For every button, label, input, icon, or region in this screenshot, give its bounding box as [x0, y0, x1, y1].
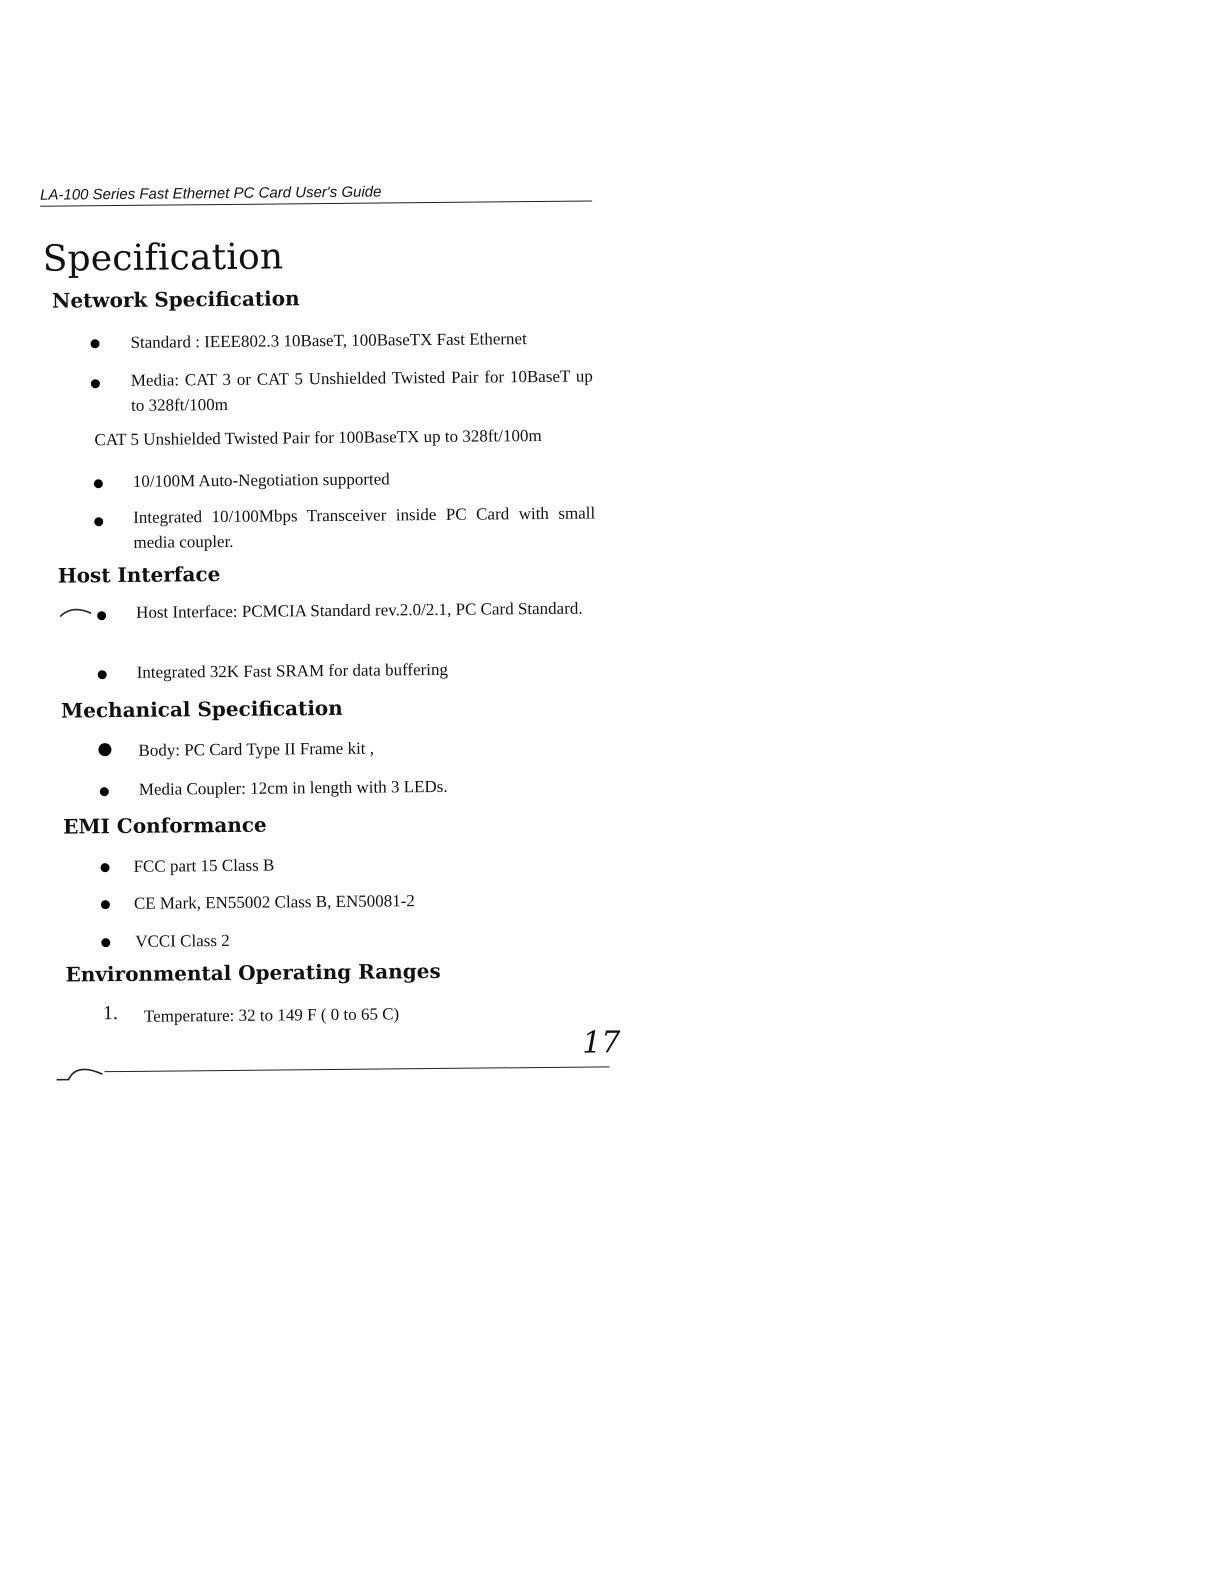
list-item-continuation: CAT 5 Unshielded Twisted Pair for 100BaseTX up to 328ft/100m [94, 425, 542, 450]
list-item-text: Integrated 32K Fast SRAM for data buffering [136, 659, 449, 682]
bullet-icon [98, 670, 107, 679]
bullet-icon [101, 863, 110, 872]
bullet-icon [101, 900, 110, 909]
pen-mark-icon [58, 606, 94, 620]
section-heading-emi-conformance: EMI Conformance [63, 812, 267, 839]
list-item-text: FCC part 15 Class B [133, 855, 275, 876]
list-item-text: VCCI Class 2 [135, 930, 230, 951]
bullet-icon [97, 611, 106, 620]
section-heading-environmental-operating-ranges: Environmental Operating Ranges [65, 958, 441, 987]
list-item-text: Body: PC Card Type II Frame kit , [138, 738, 375, 760]
list-item-text: Media: CAT 3 or CAT 5 Unshielded Twisted Pair for 10BaseT up to 328ft/100m [130, 366, 593, 415]
bullet-icon [94, 479, 103, 488]
list-item-text: Host Interface: PCMCIA Standard rev.2.0/2.1, PC Card Standard. [136, 598, 583, 622]
section-heading-host-interface: Host Interface [57, 562, 221, 588]
list-item-text: Integrated 10/100Mbps Transceiver inside PC Card with small media coupler. [133, 503, 596, 552]
section-heading-network-specification: Network Specification [51, 286, 300, 313]
running-header: LA-100 Series Fast Ethernet PC Card User's Guide [40, 181, 592, 206]
bullet-icon [101, 938, 110, 947]
bullet-icon [94, 517, 103, 526]
page-title: Specification [42, 236, 284, 280]
list-item-text: 10/100M Auto-Negotiation supported [132, 469, 390, 491]
bullet-icon [98, 743, 111, 756]
pen-mark-icon [54, 1060, 106, 1082]
section-heading-mechanical-specification: Mechanical Specification [60, 695, 343, 723]
bullet-icon [90, 339, 99, 348]
page-number: 17 [582, 1025, 621, 1061]
list-item-text: Standard : IEEE802.3 10BaseT, 100BaseTX Fast Ethernet [130, 329, 527, 352]
bullet-icon [91, 379, 100, 388]
list-item-text: Media Coupler: 12cm in length with 3 LEDs. [138, 776, 448, 799]
bullet-icon [100, 787, 109, 796]
list-item-text: Temperature: 32 to 149 F ( 0 to 65 C) [143, 1004, 400, 1026]
footer-rule [105, 1066, 610, 1072]
list-item-text: CE Mark, EN55002 Class B, EN50081-2 [133, 891, 415, 913]
list-item-number: 1. [102, 1002, 119, 1025]
